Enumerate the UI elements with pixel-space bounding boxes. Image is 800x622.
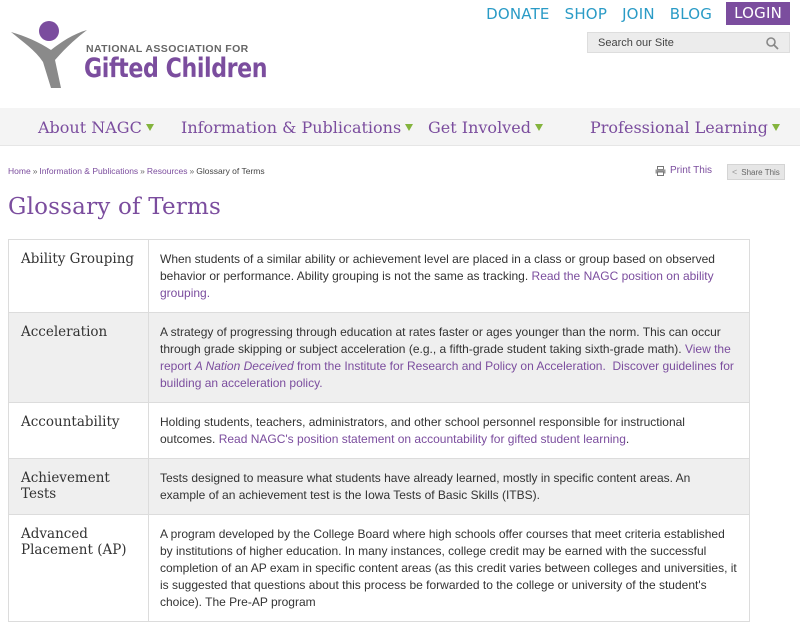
breadcrumb-separator: » — [140, 166, 145, 176]
breadcrumb-separator: » — [32, 166, 38, 176]
definition-text: . — [625, 432, 630, 446]
chevron-down-icon — [405, 124, 413, 131]
glossary-term: Accountability — [9, 403, 149, 459]
link-text: from the Institute for Research and Policy on Acceleration. — [293, 359, 606, 373]
logo-line2: Gifted Children — [84, 53, 268, 84]
donate-link[interactable]: DONATE — [486, 4, 550, 23]
link-text: View the report — [160, 342, 731, 373]
printer-icon — [655, 166, 666, 176]
nav-label: Professional Learning — [590, 118, 768, 137]
nav-get-involved[interactable] — [428, 118, 543, 137]
glossary-definition — [149, 240, 750, 313]
join-link[interactable]: JOIN — [622, 4, 655, 23]
nav-label: About NAGC — [38, 118, 142, 137]
glossary-definition: Tests designed to measure what students have already learned, mostly in specific content areas. An example of an achievement test is the Iowa Tests of Basic Skills (ITBS). — [149, 459, 750, 515]
glossary-row — [9, 515, 750, 622]
search-input[interactable] — [598, 37, 763, 49]
breadcrumb-info[interactable]: Information & Publications — [39, 166, 139, 176]
breadcrumb-separator: » — [189, 166, 195, 176]
print-button[interactable] — [655, 165, 712, 176]
print-label: Print This — [670, 165, 713, 176]
glossary-row — [9, 313, 750, 403]
login-button[interactable]: LOGIN — [726, 2, 790, 25]
definition-text: A strategy of progressing through education at rates faster or ages younger than the norm. This can occur through grade skipping or subject acceleration (e.g., a fifth-grade student taking sixth-grade math). — [160, 325, 721, 356]
glossary-definition — [149, 313, 750, 403]
search-box — [587, 32, 790, 53]
definition-link[interactable]: Read the NAGC position on ability grouping. — [160, 269, 714, 300]
nav-information[interactable] — [181, 118, 413, 137]
logo-line1: NATIONAL ASSOCIATION FOR — [86, 43, 249, 55]
glossary-row — [9, 240, 750, 313]
shop-link[interactable]: SHOP — [564, 4, 608, 23]
nav-label: Get Involved — [428, 118, 531, 137]
glossary-term: Achievement Tests — [9, 459, 149, 515]
glossary-definition — [149, 403, 750, 459]
glossary-definition: A program developed by the College Board where high schools offer courses that meet criteria established by institutions of higher education. In many instances, college credit may be earned with the successful completion of an AP exam in specific content areas (as this credit varies between colleges and universities, it is suggested that questions about this process be forwarded to the college or university of the student's choice). The Pre-AP program — [149, 515, 750, 622]
definition-text: When students of a similar ability or achievement level are placed in a class or group based on observed behavior or performance. Ability grouping is not the same as tracking. — [160, 252, 715, 283]
definition-link[interactable]: Read NAGC's position statement on accountability for gifted student learning — [218, 432, 626, 446]
definition-link[interactable]: Discover guidelines for building an acceleration policy. — [160, 359, 734, 390]
link-emphasis: A Nation Deceived — [194, 359, 294, 373]
chevron-down-icon — [146, 124, 154, 131]
logo-figure-icon — [9, 18, 89, 90]
nav-about[interactable] — [38, 118, 154, 137]
nav-professional-learning[interactable] — [590, 118, 780, 137]
glossary-term: Acceleration — [9, 313, 149, 403]
breadcrumb-resources[interactable]: Resources — [146, 166, 188, 176]
definition-text: Holding students, teachers, administrators, and other school personnel responsible for instructional outcomes. — [160, 415, 685, 446]
glossary-term: Ability Grouping — [9, 240, 149, 313]
page-title: Glossary of Terms — [8, 194, 222, 220]
magnifier-icon[interactable] — [766, 37, 779, 55]
share-label: Share This — [741, 167, 780, 177]
utility-nav — [471, 2, 790, 25]
share-button[interactable] — [727, 164, 785, 180]
nagc-logo[interactable] — [9, 18, 268, 90]
glossary-table — [8, 239, 750, 622]
chevron-down-icon — [772, 124, 780, 131]
main-nav — [0, 108, 800, 146]
glossary-term: Advanced Placement (AP) — [9, 515, 149, 622]
breadcrumb-home[interactable]: Home — [8, 166, 31, 176]
chevron-down-icon — [535, 124, 543, 131]
breadcrumb — [8, 166, 265, 176]
glossary-row — [9, 459, 750, 515]
breadcrumb-current: Glossary of Terms — [196, 166, 265, 176]
share-icon: < — [732, 167, 738, 177]
blog-link[interactable]: BLOG — [669, 4, 713, 23]
glossary-row — [9, 403, 750, 459]
nav-label: Information & Publications — [181, 118, 402, 137]
